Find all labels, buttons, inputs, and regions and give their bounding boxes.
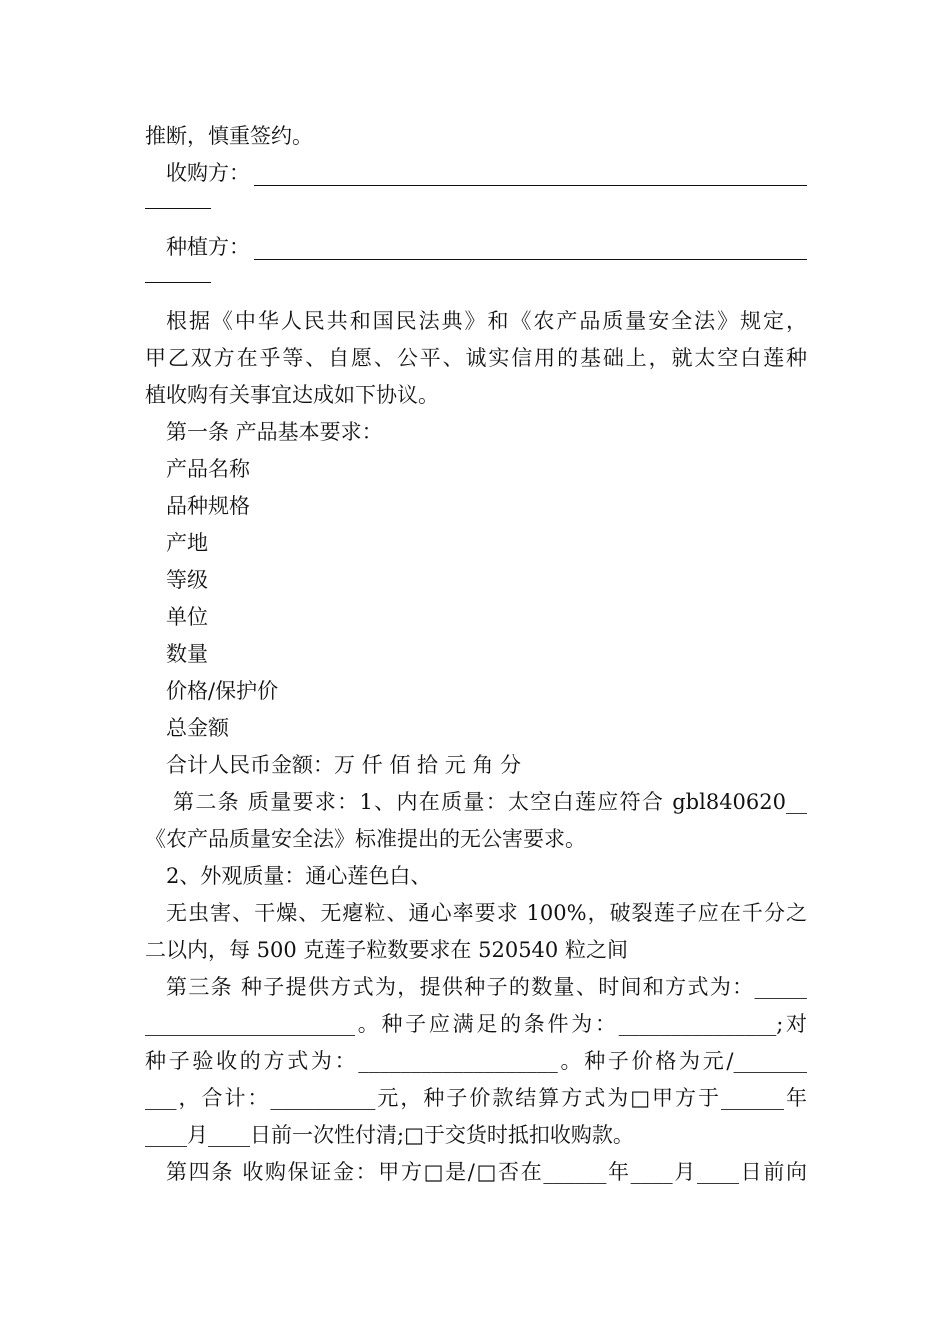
- paragraph-line: ____月____日前一次性付清;□于交货时抵扣收购款。: [145, 1123, 634, 1147]
- buyer-signature-continuation: [145, 192, 807, 229]
- grower-signature-row: [145, 229, 807, 266]
- paragraph-line: 无虫害、干燥、无瘪粒、通心率要求 100%，破裂莲子应在千分之: [166, 901, 807, 925]
- buyer-label: 收购方：: [166, 161, 250, 185]
- article-heading: 第一条 产品基本要求：: [166, 420, 383, 444]
- field-label: 合计人民币金额：万 仟 佰 拾 元 角 分: [166, 753, 522, 777]
- grower-signature-line: [254, 237, 807, 260]
- paragraph-line: 根据《中华人民共和国民法典》和《农产品质量安全法》规定，: [166, 309, 807, 333]
- field-label: 价格/保护价: [166, 679, 279, 703]
- field-label: 单位: [166, 605, 208, 629]
- article-heading: 第四条 收购保证金：甲方□是/□否在______年____月____日前向: [166, 1160, 807, 1184]
- document-page: [145, 118, 807, 1191]
- field-label: 数量: [166, 642, 208, 666]
- field-label: 总金额: [166, 716, 229, 740]
- paragraph-line: ____________________。种子应满足的条件为：_______________;对: [145, 1012, 807, 1036]
- grower-signature-tail-line: [145, 266, 211, 283]
- paragraph-line: ___，合计：__________元，种子价款结算方式为□甲方于______年: [145, 1086, 807, 1110]
- buyer-signature-line: [254, 163, 807, 186]
- field-label: 产品名称: [166, 457, 250, 481]
- buyer-signature-tail-line: [145, 192, 211, 209]
- article-heading: 第三条 种子提供方式为，提供种子的数量、时间和方式为：_____: [166, 975, 807, 999]
- grower-signature-continuation: [145, 266, 807, 303]
- paragraph-line: 种子验收的方式为：___________________。种子价格为元/_______: [145, 1049, 807, 1073]
- paragraph-line: 二以内，每 500 克莲子粒数要求在 520540 粒之间: [145, 938, 628, 962]
- paragraph-line: 甲乙双方在乎等、自愿、公平、诚实信用的基础上，就太空白莲种: [145, 346, 807, 370]
- buyer-signature-row: [145, 155, 807, 192]
- paragraph-line: 《农产品质量安全法》标准提出的无公害要求。: [145, 827, 586, 851]
- field-label: 等级: [166, 568, 208, 592]
- article-heading: 第二条 质量要求：1、内在质量：太空白莲应符合 gbl840620__: [173, 790, 807, 814]
- paragraph-line: 植收购有关事宜达成如下协议。: [145, 383, 439, 407]
- field-label: 品种规格: [166, 494, 250, 518]
- field-label: 产地: [166, 531, 208, 555]
- grower-label: 种植方：: [166, 235, 250, 259]
- paragraph-line: 2、外观质量：通心莲色白、: [166, 864, 432, 888]
- text-line: 推断，慎重签约。: [145, 124, 313, 148]
